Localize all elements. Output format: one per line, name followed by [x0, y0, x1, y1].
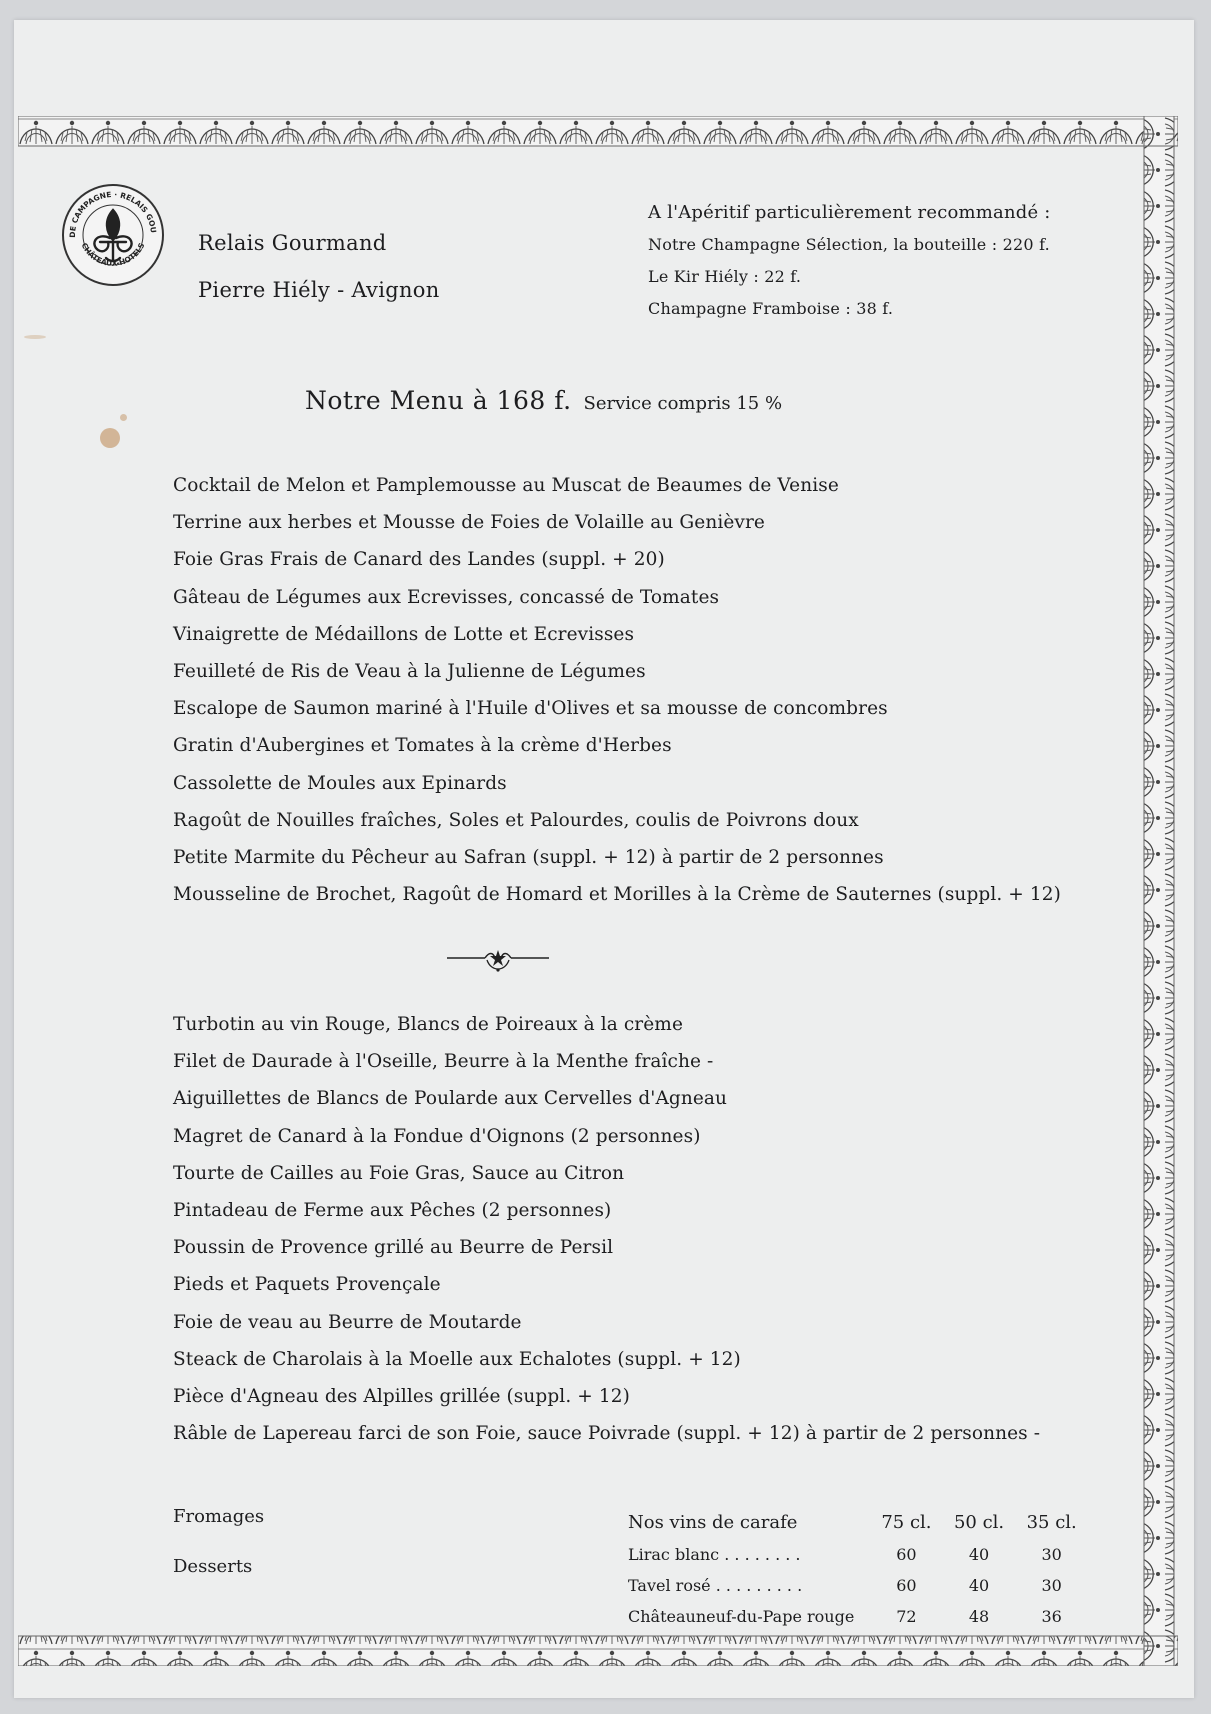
main-item: Aiguillettes de Blancs de Poularde aux Cervelles d'Agneau [173, 1088, 728, 1110]
starter-item: Terrine aux herbes et Mousse de Foies de Volaille au Genièvre [173, 512, 765, 534]
wine-size-header: 35 cl. [1026, 1511, 1077, 1533]
main-item: Râble de Lapereau farci de son Foie, sauce Poivrade (suppl. + 12) à partir de 2 personnes - [173, 1423, 1041, 1445]
aperitif-item: Le Kir Hiély : 22 f. [648, 267, 802, 286]
wine-price: 40 [968, 1576, 990, 1595]
starter-item: Feuilleté de Ris de Veau à la Julienne de Légumes [173, 660, 646, 682]
wine-name: Lirac blanc . . . . . . . . [628, 1545, 801, 1564]
starter-item: Gâteau de Légumes aux Ecrevisses, concassé de Tomates [173, 586, 720, 608]
aperitif-item: Notre Champagne Sélection, la bouteille : 220 f. [648, 235, 1050, 254]
stain-spot [120, 414, 127, 421]
main-item: Magret de Canard à la Fondue d'Oignons (2 personnes) [173, 1125, 701, 1147]
relais-chateaux-seal-logo [60, 182, 166, 288]
aperitif-item: Champagne Framboise : 38 f. [648, 299, 894, 318]
wine-row [628, 1570, 1088, 1601]
stain-spot [100, 428, 120, 448]
aperitif-title: A l'Apéritif particulièrement recommandé : [648, 202, 1051, 223]
wine-name: Tavel rosé . . . . . . . . . [628, 1576, 803, 1595]
wine-header-row [628, 1505, 1088, 1539]
main-item: Steack de Charolais à la Moelle aux Echalotes (suppl. + 12) [173, 1348, 741, 1370]
starter-item: Gratin d'Aubergines et Tomates à la crème d'Herbes [173, 735, 672, 757]
wine-price: 72 [896, 1607, 917, 1626]
main-item: Pintadeau de Ferme aux Pêches (2 personnes) [173, 1199, 612, 1221]
starters-list [173, 467, 1061, 913]
menu-title [305, 386, 782, 415]
seal-ring-top-text: DE CAMPAGNE · RELAIS GOU [67, 189, 159, 238]
service-note: Service compris 15 % [583, 393, 783, 414]
starter-item: Cassolette de Moules aux Epinards [173, 772, 507, 794]
main-item: Pieds et Paquets Provençale [173, 1274, 441, 1296]
starter-item: Foie Gras Frais de Canard des Landes (suppl. + 20) [173, 549, 665, 571]
wine-size-header: 75 cl. [881, 1511, 932, 1533]
aperitif-block [648, 197, 1051, 325]
wine-price: 36 [1041, 1607, 1062, 1626]
restaurant-name-location: Pierre Hiély - Avignon [198, 278, 440, 302]
main-item: Poussin de Provence grillé au Beurre de Persil [173, 1237, 614, 1259]
dessert-course: Desserts [173, 1556, 253, 1577]
restaurant-tagline: Relais Gourmand [198, 231, 387, 255]
mains-list [173, 1006, 1040, 1452]
wine-price: 60 [896, 1545, 917, 1564]
ornament-divider-icon [445, 948, 551, 974]
menu-title-price: Notre Menu à 168 f. [305, 386, 572, 415]
wine-price: 48 [968, 1607, 990, 1626]
restaurant-name-block [198, 220, 440, 314]
stain-spot [24, 335, 46, 339]
cheese-course: Fromages [173, 1506, 265, 1527]
wine-price: 60 [896, 1576, 917, 1595]
carafe-wine-table [628, 1505, 1088, 1632]
starter-item: Petite Marmite du Pêcheur au Safran (suppl. + 12) à partir de 2 personnes [173, 846, 884, 868]
starter-item: Mousseline de Brochet, Ragoût de Homard et Morilles à la Crème de Sauternes (suppl. + 12) [173, 884, 1061, 906]
wine-row [628, 1601, 1088, 1632]
starter-item: Vinaigrette de Médaillons de Lotte et Ecrevisses [173, 623, 635, 645]
main-item: Tourte de Cailles au Foie Gras, Sauce au Citron [173, 1162, 625, 1184]
main-item: Pièce d'Agneau des Alpilles grillée (suppl. + 12) [173, 1385, 630, 1407]
wine-size-header: 50 cl. [953, 1511, 1005, 1533]
seal-ring-bottom-text: CHÂTEAUX-HOTELS [79, 241, 147, 268]
wine-price: 40 [968, 1545, 990, 1564]
starter-item: Cocktail de Melon et Pamplemousse au Muscat de Beaumes de Venise [173, 475, 839, 496]
wine-row [628, 1539, 1088, 1570]
wine-price: 30 [1041, 1545, 1062, 1564]
starter-item: Ragoût de Nouilles fraîches, Soles et Palourdes, coulis de Poivrons doux [173, 809, 859, 831]
main-item: Foie de veau au Beurre de Moutarde [173, 1311, 522, 1333]
starter-item: Escalope de Saumon mariné à l'Huile d'Olives et sa mousse de concombres [173, 698, 888, 720]
main-item: Turbotin au vin Rouge, Blancs de Poireaux à la crème [173, 1014, 683, 1035]
wine-name: Châteauneuf-du-Pape rouge [628, 1607, 855, 1626]
wine-price: 30 [1041, 1576, 1062, 1595]
main-item: Filet de Daurade à l'Oseille, Beurre à la Menthe fraîche - [173, 1051, 714, 1073]
wine-table-title: Nos vins de carafe [628, 1511, 798, 1533]
